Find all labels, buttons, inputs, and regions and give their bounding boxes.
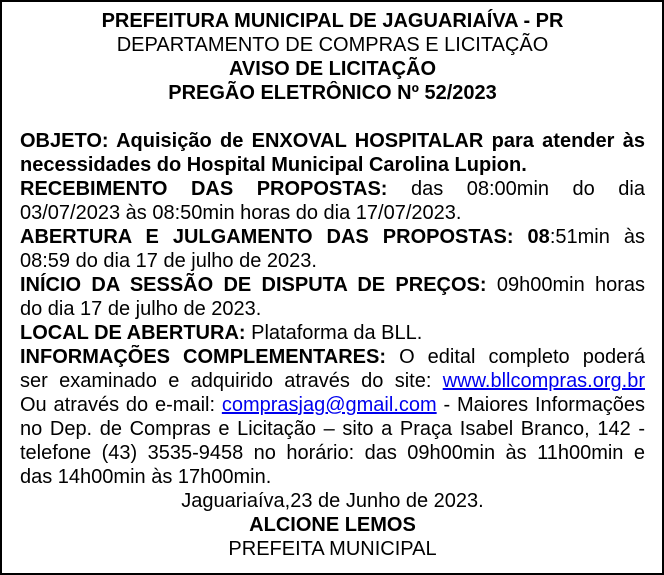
abertura-julgamento-value-1: :51min às (549, 226, 645, 248)
informacoes-line-6 (20, 465, 645, 489)
recebimento-line-1 (20, 177, 645, 201)
bll-site-link[interactable]: www.bllcompras.org.br (442, 370, 645, 392)
inicio-sessao-label: INÍCIO DA SESSÃO DE DISPUTA DE PREÇOS: (20, 274, 497, 296)
objeto-line-2 (20, 153, 645, 177)
recebimento-value-1: das 08:00min do dia (410, 178, 645, 200)
informacoes-text-4: - Maiores Informações (436, 394, 645, 416)
objeto-text-1: OBJETO: Aquisição de ENXOVAL HOSPITALAR para atender às (20, 130, 645, 152)
blank-line (20, 105, 645, 129)
email-link[interactable]: comprasjag@gmail.com (221, 394, 437, 416)
informacoes-text-6: telefone (43) 3535-9458 no horário: das 09h00min às 11h00min e (20, 442, 645, 464)
department-name: DEPARTAMENTO DE COMPRAS E LICITAÇÃO (116, 34, 549, 56)
inicio-sessao-line-1 (20, 273, 645, 297)
informacoes-line-3 (20, 393, 645, 417)
informacoes-line-2 (20, 369, 645, 393)
date-line: Jaguariaíva,23 de Junho de 2023. (181, 490, 484, 512)
informacoes-text-7: das 14h00min às 17h00min. (20, 466, 272, 488)
informacoes-line-4 (20, 417, 645, 441)
auction-number: PREGÃO ELETRÔNICO Nº 52/2023 (168, 82, 497, 104)
abertura-julgamento-line-2 (20, 249, 645, 273)
informacoes-text-2: ser examinado e adquirido através do site: (20, 370, 443, 392)
signature-name: ALCIONE LEMOS (249, 514, 416, 536)
signature-title: PREFEITA MUNICIPAL (228, 538, 437, 560)
informacoes-text-5: no Dep. de Compras e Licitação – sito a Praça Isabel Branco, 142 - (20, 418, 645, 440)
informacoes-text-1: O edital completo poderá (399, 346, 645, 368)
local-abertura-label: LOCAL DE ABERTURA: (20, 322, 252, 344)
informacoes-label: INFORMAÇÕES COMPLEMENTARES: (20, 346, 400, 368)
inicio-sessao-line-2 (20, 297, 645, 321)
local-abertura-value: Plataforma da BLL. (251, 322, 423, 344)
local-abertura-line (20, 321, 645, 345)
inicio-sessao-value-2: do dia 17 de julho de 2023. (20, 298, 262, 320)
inicio-sessao-value-1: 09h00min horas (496, 274, 645, 296)
informacoes-line-1 (20, 345, 645, 369)
notice-title: AVISO DE LICITAÇÃO (228, 58, 437, 80)
abertura-julgamento-label: ABERTURA E JULGAMENTO DAS PROPOSTAS: 08 (20, 226, 550, 248)
recebimento-line-2 (20, 201, 645, 225)
abertura-julgamento-value-2: 08:59 do dia 17 de julho de 2023. (20, 250, 317, 272)
municipality-name: PREFEITURA MUNICIPAL DE JAGUARIAÍVA - PR (101, 10, 564, 32)
informacoes-text-3: Ou através do e-mail: (20, 394, 222, 416)
informacoes-line-5 (20, 441, 645, 465)
objeto-line-1 (20, 129, 645, 153)
recebimento-label: RECEBIMENTO DAS PROPOSTAS: (20, 178, 411, 200)
objeto-text-2: necessidades do Hospital Municipal Carolina Lupion. (20, 154, 527, 176)
recebimento-value-2: 03/07/2023 às 08:50min horas do dia 17/07/2023. (20, 202, 462, 224)
abertura-julgamento-line-1 (20, 225, 645, 249)
